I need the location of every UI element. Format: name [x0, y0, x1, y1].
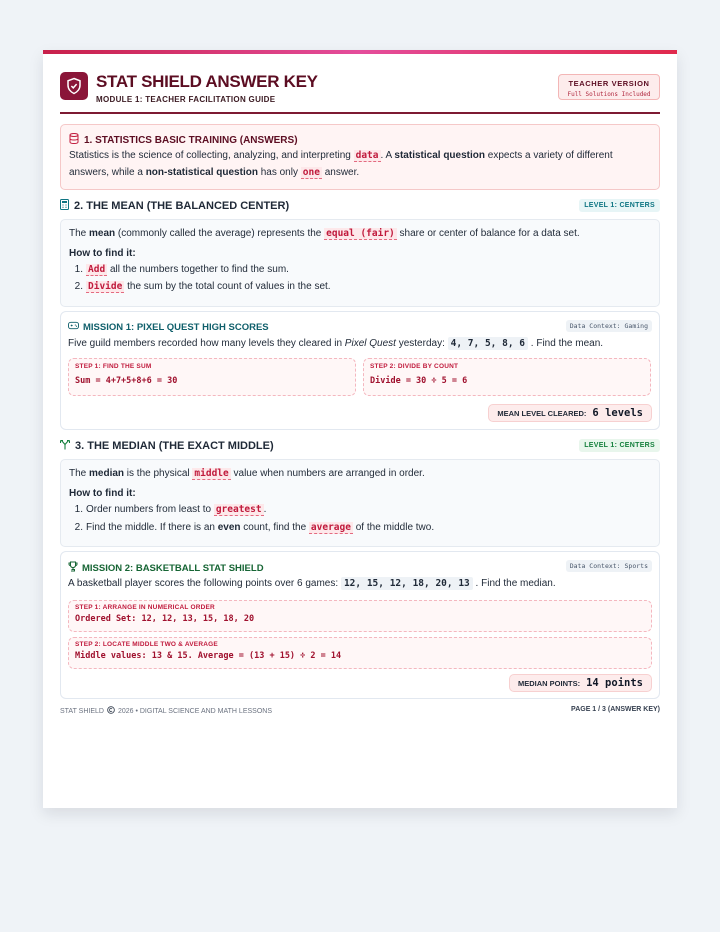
page-title: STAT SHIELD ANSWER KEY [96, 72, 318, 91]
answer-data: data [355, 150, 379, 161]
text: (commonly called the average) represents the [115, 228, 325, 239]
step-solution: Sum = 4+7+5+8+6 = 30 [75, 376, 178, 386]
section-3-header [60, 438, 660, 454]
step-label: STEP 2: LOCATE MIDDLE TWO & AVERAGE [75, 641, 218, 648]
section-2-title: 2. THE MEAN (THE BALANCED CENTER) [74, 200, 290, 212]
text: Five guild members recorded how many levels they cleared in [68, 338, 345, 349]
text: has only [257, 167, 301, 178]
answer-equal-fair: equal (fair) [326, 228, 395, 239]
median-definition [69, 465, 653, 482]
answer-divide: Divide [88, 281, 123, 292]
term-mean: mean [89, 228, 116, 239]
mean-concept-box [60, 219, 660, 307]
text: count, find the [240, 522, 309, 533]
result-label: MEDIAN POINTS: [518, 678, 581, 688]
shield-check-icon [60, 72, 88, 100]
list-item [69, 521, 434, 535]
section-1-paragraph [69, 147, 653, 181]
text: . Find the median. [472, 578, 556, 589]
mission-2-result [509, 674, 652, 692]
mission-1-prompt [68, 336, 603, 352]
term-median: median [89, 468, 125, 479]
text: Find the middle. If there is an [86, 522, 218, 533]
list-number: 1. [74, 264, 83, 275]
text: answer. [321, 167, 360, 178]
how-to-heading: How to find it: [69, 248, 136, 259]
section-3-heading [60, 439, 274, 453]
mission-2-title: MISSION 2: BASKETBALL STAT SHIELD [82, 562, 264, 574]
calculator-icon [60, 199, 69, 213]
list-number: 2. [74, 522, 83, 533]
page-subtitle: MODULE 1: TEACHER FACILITATION GUIDE [96, 95, 276, 104]
badge-subtitle: Full Solutions Included [567, 91, 651, 98]
term-even: even [217, 522, 241, 533]
text: value when numbers are arranged in order. [230, 468, 425, 479]
step-label: STEP 1: ARRANGE IN NUMERICAL ORDER [75, 604, 215, 611]
footer-left [60, 706, 272, 716]
section-1-title: 1. STATISTICS BASIC TRAINING (ANSWERS) [84, 134, 298, 146]
database-icon [69, 133, 79, 147]
text: all the numbers together to find the sum. [107, 264, 289, 275]
text: of the middle two. [352, 522, 435, 533]
text: . Find the mean. [528, 338, 604, 349]
step-label: STEP 1: FIND THE SUM [75, 363, 152, 370]
answer-greatest: greatest [215, 504, 262, 515]
badge-title: TEACHER VERSION [568, 79, 650, 88]
game-name: Pixel Quest [344, 338, 396, 349]
text: the sum by the total count of values in the set. [124, 281, 331, 292]
text: . A [380, 150, 395, 161]
step-solution: Ordered Set: 12, 12, 13, 15, 18, 20 [75, 614, 255, 624]
list-item [69, 280, 331, 294]
result-value: 6 levels [592, 407, 643, 419]
mission-1-result [488, 404, 652, 422]
step-card [68, 358, 356, 396]
level-badge: LEVEL 1: CENTERS [579, 439, 660, 452]
data-context-tag: Data Context: Gaming [566, 320, 652, 332]
answer-add: Add [88, 264, 106, 275]
data-set: 12, 15, 12, 18, 20, 13 [341, 577, 473, 590]
median-concept-box [60, 459, 660, 547]
text: is the physical [124, 468, 193, 479]
footer-brand: STAT SHIELD [60, 707, 104, 715]
text: yesterday: [395, 338, 448, 349]
worksheet-page [43, 50, 677, 808]
level-badge: LEVEL 1: CENTERS [579, 199, 660, 212]
answer-average: average [310, 522, 351, 533]
list-number: 1. [74, 504, 83, 515]
mission-1-heading [68, 321, 269, 333]
text: The [69, 228, 90, 239]
section-1-heading [69, 133, 298, 147]
text: share or center of balance for a data set. [396, 228, 580, 239]
step-card [68, 637, 652, 669]
section-3-title: 3. THE MEDIAN (THE EXACT MIDDLE) [75, 440, 274, 452]
copyright-icon [107, 706, 115, 716]
mission-1-title: MISSION 1: PIXEL QUEST HIGH SCORES [83, 321, 269, 333]
section-2-heading [60, 199, 289, 213]
data-set: 4, 7, 5, 8, 6 [448, 337, 528, 350]
result-value: 14 points [586, 677, 643, 689]
page-header [60, 72, 660, 112]
list-item [69, 503, 266, 517]
text: expects a variety of different answers, while a [69, 150, 613, 178]
split-arrow-icon [60, 439, 70, 453]
step-card [68, 600, 652, 632]
result-label: MEAN LEVEL CLEARED: [497, 408, 587, 418]
trophy-icon [68, 561, 78, 575]
list-number: 2. [74, 281, 83, 292]
mean-definition [69, 225, 653, 242]
mission-1-card [60, 311, 660, 430]
mission-2-card [60, 551, 660, 699]
answer-one: one [302, 167, 320, 178]
answer-middle: middle [194, 468, 229, 479]
text: The [69, 468, 90, 479]
step-solution: Divide = 30 ÷ 5 = 6 [370, 376, 468, 386]
section-statistics-basics [60, 124, 660, 190]
header-divider [60, 112, 660, 114]
how-to-heading: How to find it: [69, 488, 136, 499]
mission-2-heading [68, 561, 264, 575]
text: A basketball player scores the following points over 6 games: [68, 578, 341, 589]
step-label: STEP 2: DIVIDE BY COUNT [370, 363, 459, 370]
term-non-statistical-question: non-statistical question [145, 167, 258, 178]
page-number: PAGE 1 / 3 (ANSWER KEY) [571, 706, 660, 713]
term-statistical-question: statistical question [394, 150, 485, 161]
section-2-header [60, 198, 660, 214]
data-context-tag: Data Context: Sports [566, 560, 652, 572]
list-item [69, 263, 289, 277]
teacher-version-badge [558, 74, 660, 100]
footer-text: 2026 • DIGITAL SCIENCE AND MATH LESSONS [117, 707, 272, 715]
text: Statistics is the science of collecting, analyzing, and interpreting [69, 150, 354, 161]
step-solution: Middle values: 13 & 15. Average = (13 + 15) ÷ 2 = 14 [75, 651, 342, 661]
mission-2-prompt [68, 576, 556, 592]
text: . [263, 504, 267, 515]
step-card [363, 358, 651, 396]
gamepad-icon [68, 321, 79, 333]
text: Order numbers from least to [86, 504, 214, 515]
